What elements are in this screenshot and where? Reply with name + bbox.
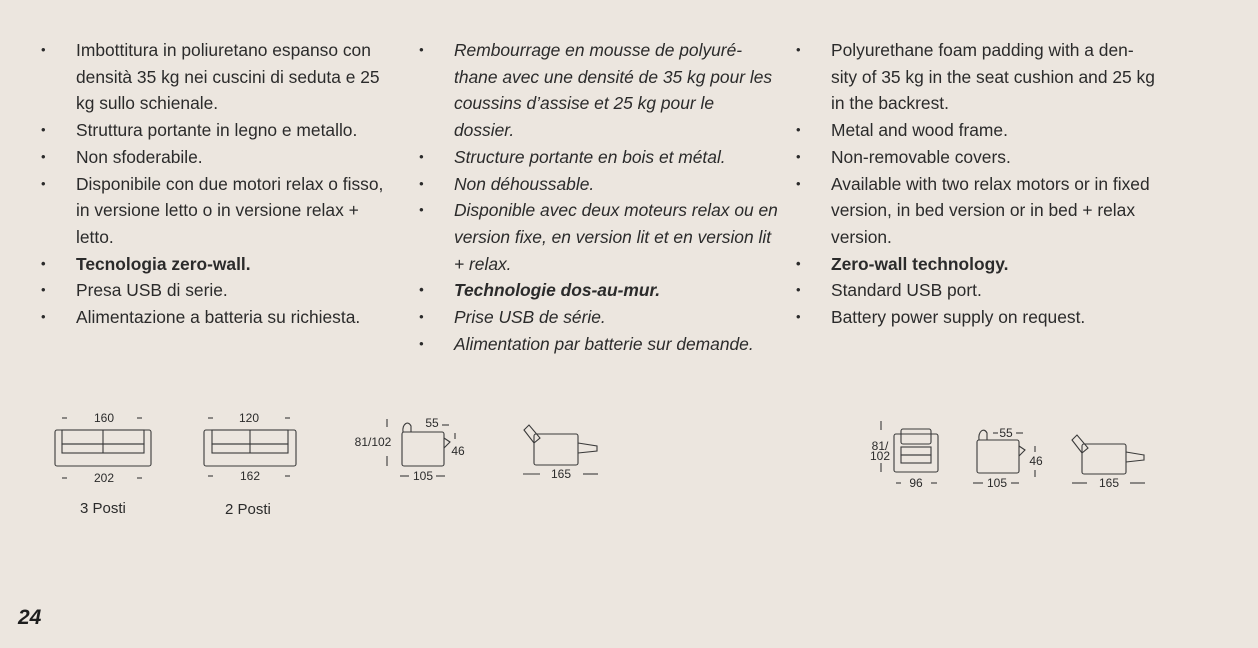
armchair-side-depth: 105 <box>986 476 1008 490</box>
list-item: • Metal and wood frame. <box>796 117 1156 144</box>
page-number: 24 <box>18 606 42 629</box>
sofa2-top-dim: 120 <box>238 411 260 425</box>
list-item: • Battery power supply on request. <box>796 304 1156 331</box>
armchair-side-depth-top: 55 <box>999 426 1013 440</box>
list-item: • Rembourrage en mousse de polyuré-thane avec une densité de 35 kg pour les coussins d’assise et 25 kg pour le dossier. <box>419 37 779 144</box>
side-sofa-depth-top: 55 <box>425 416 439 430</box>
list-item: • Disponibile con due motori relax o fisso, in versione letto o in versione relax + letto. <box>41 171 401 251</box>
sofa2-bottom-dim: 162 <box>239 469 261 483</box>
sofa2-caption: 2 Posti <box>225 501 271 518</box>
sofa-2-seat-diagram <box>204 411 296 483</box>
sofa-3-seat-diagram <box>55 411 151 485</box>
sofa3-top-dim: 160 <box>93 411 115 425</box>
recline-armchair-length: 165 <box>1098 476 1120 490</box>
recline-sofa-length: 165 <box>550 467 572 481</box>
armchair-front-diagram <box>870 421 938 490</box>
list-item: • Technologie dos-au-mur. <box>419 277 779 304</box>
armchair-recline-diagram <box>1072 435 1145 490</box>
list-item: • Non déhoussable. <box>419 171 779 198</box>
sofa3-bottom-dim: 202 <box>93 471 115 485</box>
list-item: • Zero-wall technology. <box>796 251 1156 278</box>
list-item: • Non sfoderabile. <box>41 144 401 171</box>
armchair-width: 96 <box>909 476 923 490</box>
list-item: • Non-removable covers. <box>796 144 1156 171</box>
side-sofa-seat: 46 <box>451 444 465 458</box>
sofa-recline-diagram <box>523 425 598 481</box>
sofa-side-diagram <box>355 416 465 483</box>
list-item: • Imbottitura in poliuretano espanso con densità 35 kg nei cuscini di seduta e 25 kg sullo schienale. <box>41 37 401 117</box>
armchair-side-diagram <box>973 426 1043 490</box>
list-item: • Structure portante en bois et métal. <box>419 144 779 171</box>
armchair-height-a: 81/ <box>871 439 889 453</box>
list-item: • Presa USB di serie. <box>41 277 401 304</box>
side-sofa-height: 81/102 <box>354 435 392 449</box>
list-item: • Struttura portante in legno e metallo. <box>41 117 401 144</box>
armchair-height-b: 102 <box>869 449 891 463</box>
list-item: • Alimentation par batterie sur demande. <box>419 331 779 358</box>
list-item: • Prise USB de série. <box>419 304 779 331</box>
list-item: • Tecnologia zero-wall. <box>41 251 401 278</box>
list-item: • Disponible avec deux moteurs relax ou en version fixe, en version lit et en version lit + relax. <box>419 197 779 277</box>
list-item: • Available with two relax motors or in fixed version, in bed version or in bed + relax version. <box>796 171 1156 251</box>
list-item: • Polyurethane foam padding with a den-sity of 35 kg in the seat cushion and 25 kg in the backrest. <box>796 37 1156 117</box>
side-sofa-depth: 105 <box>412 469 434 483</box>
sofa3-caption: 3 Posti <box>80 500 126 517</box>
list-item: • Standard USB port. <box>796 277 1156 304</box>
armchair-side-seat: 46 <box>1029 454 1043 468</box>
list-item: • Alimentazione a batteria su richiesta. <box>41 304 401 331</box>
